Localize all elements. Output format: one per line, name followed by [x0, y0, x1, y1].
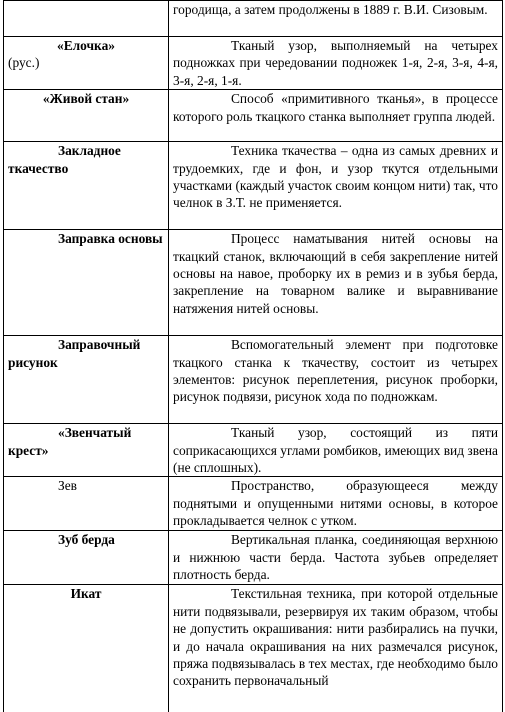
definition-cell: [169, 424, 503, 477]
table-row: [4, 37, 503, 90]
table-row: [4, 230, 503, 336]
table-row: [4, 336, 503, 424]
table-row: [4, 531, 503, 585]
table-row: [4, 585, 503, 712]
term-suffix: (рус.): [8, 55, 40, 71]
term-text: «Живой стан»: [42, 91, 130, 107]
term-cell: [4, 477, 169, 531]
definition-text: Текстильная техника, при которой отдельные нити подвязывали, резервируя их таким образом, чтобы не допустить окрашивания: нити разбирались на пучки, и до начала окрашивания на них размечался рисунок, пряжа подвязывалась в тех местах, где необходимо было сохранить первоначальный: [173, 586, 498, 689]
glossary-table: [3, 0, 503, 712]
term-cell: [4, 1, 169, 37]
term-cell: [4, 37, 169, 90]
definition-text: Способ «примитивного тканья», в процессе которого роль ткацкого станка выполняет группа людей.: [173, 91, 498, 124]
definition-text: Тканый узор, состоящий из пяти соприкасающихся углами ромбиков, имеющих вид звена (не сплошных).: [173, 425, 498, 476]
definition-text: городища, а затем продолжены в 1889 г. В.И. Сизовым.: [173, 2, 488, 17]
table-row: [4, 142, 503, 230]
term-text: Зуб берда: [58, 532, 115, 548]
term-text: Заправка основы: [58, 231, 163, 247]
definition-cell: [169, 230, 503, 336]
table-row: [4, 1, 503, 37]
term-cell: [4, 531, 169, 585]
definition-cell: [169, 585, 503, 712]
definition-text: Техника ткачества – одна из самых древних и трудоемких, где и фон, и узор ткутся отдельными участками (каждый участок своим концом нити) так, что челнок в З.Т. не применяется.: [173, 143, 498, 211]
term-cell: [4, 90, 169, 142]
definition-text: Процесс наматывания нитей основы на ткацкий станок, включающий в себя закрепление нитей основы на навое, проборку их в ремиз и в зубья берда, закрепление на товарном валике и выравнивание натяжения нитей основы.: [173, 231, 498, 316]
table-row: [4, 90, 503, 142]
definition-text: Вспомогательный элемент при подготовке ткацкого станка к ткачеству, состоит из четырех элементов: рисунок переплетения, рисунок проборки, рисунок подвязи, рисунок хода по подножкам.: [173, 337, 498, 405]
definition-cell: [169, 531, 503, 585]
definition-cell: [169, 477, 503, 531]
definition-text: Вертикальная планка, соединяющая верхнюю и нижнюю части берда. Частота зубьев определяет плотность берда.: [173, 532, 498, 583]
definition-cell: [169, 336, 503, 424]
definition-cell: [169, 90, 503, 142]
term-text: «Елочка»: [57, 38, 115, 53]
term-text: Закладное ткачество: [8, 143, 121, 176]
term-cell: [4, 230, 169, 336]
term-text: «Звенчатый крест»: [8, 425, 132, 458]
definition-text: Пространство, образующееся между поднятыми и опущенными нитями основы, в которое прокладывается челнок с утком.: [173, 478, 498, 529]
definition-text: Тканый узор, выполняемый на четырех подножках при чередовании подножек 1-я, 2-я, 3-я, 4-я, 3-я, 2-я, 1-я.: [173, 38, 498, 88]
definition-cell: [169, 1, 503, 37]
term-cell: [4, 142, 169, 230]
term-text: Зев: [58, 478, 77, 494]
term-cell: [4, 424, 169, 477]
term-text: Икат: [70, 586, 102, 602]
definition-cell: [169, 37, 503, 90]
term-cell: [4, 336, 169, 424]
table-row: [4, 424, 503, 477]
document-page: [3, 0, 503, 712]
term-text: Заправочный рисунок: [8, 337, 141, 370]
definition-cell: [169, 142, 503, 230]
table-row: [4, 477, 503, 531]
term-cell: [4, 585, 169, 712]
